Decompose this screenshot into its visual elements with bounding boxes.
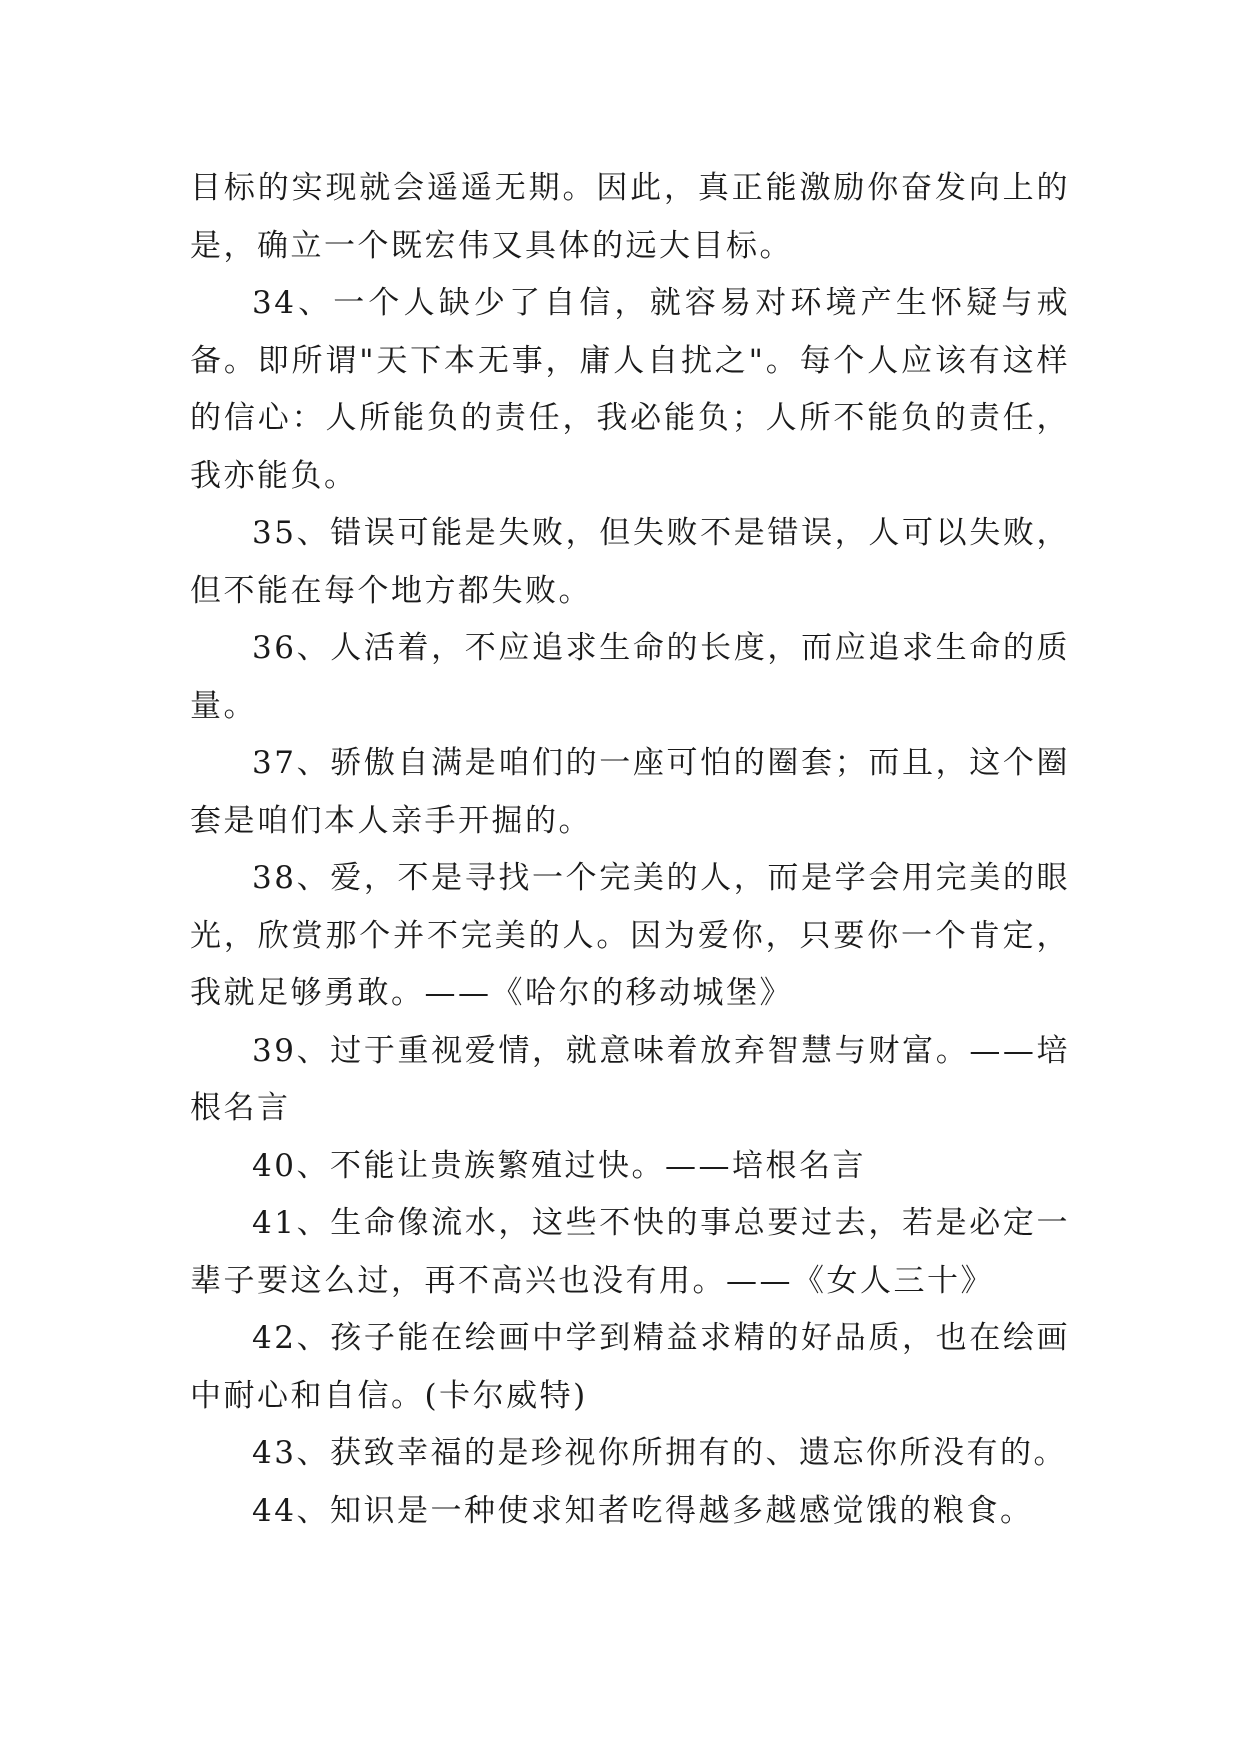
paragraph-quote-36: 36、人活着，不应追求生命的长度，而应追求生命的质量。 (190, 630, 1070, 724)
paragraph-quote-35: 35、错误可能是失败，但失败不是错误，人可以失败，但不能在每个地方都失败。 (190, 515, 1070, 609)
paragraph-quote-44: 44、知识是一种使求知者吃得越多越感觉饿的粮食。 (252, 1492, 1034, 1529)
paragraph-quote-42: 42、孩子能在绘画中学到精益求精的好品质，也在绘画中耐心和自信。(卡尔威特) (190, 1320, 1070, 1414)
paragraph-quote-34: 34、一个人缺少了自信，就容易对环境产生怀疑与戒备。即所谓"天下本无事，庸人自扰之"。每个人应该有这样的信心：人所能负的责任，我必能负；人所不能负的责任，我亦能负。 (190, 285, 1070, 494)
paragraph-quote-39: 39、过于重视爱情，就意味着放弃智慧与财富。——培根名言 (190, 1032, 1070, 1126)
paragraph-quote-40: 40、不能让贵族繁殖过快。——培根名言 (252, 1147, 866, 1184)
document-body (190, 160, 1070, 1540)
paragraph-quote-41: 41、生命像流水，这些不快的事总要过去，若是必定一辈子要这么过，再不高兴也没有用。——《女人三十》 (190, 1205, 1070, 1299)
paragraph-quote-37: 37、骄傲自满是咱们的一座可怕的圈套；而且，这个圈套是咱们本人亲手开掘的。 (190, 745, 1070, 839)
paragraph-continuation: 目标的实现就会遥遥无期。因此，真正能激励你奋发向上的是，确立一个既宏伟又具体的远大目标。 (190, 170, 1070, 264)
paragraph-quote-43: 43、获致幸福的是珍视你所拥有的、遗忘你所没有的。 (252, 1435, 1067, 1471)
paragraph-quote-38: 38、爱，不是寻找一个完美的人，而是学会用完美的眼光，欣赏那个并不完美的人。因为爱你，只要你一个肯定，我就足够勇敢。——《哈尔的移动城堡》 (190, 860, 1070, 1011)
